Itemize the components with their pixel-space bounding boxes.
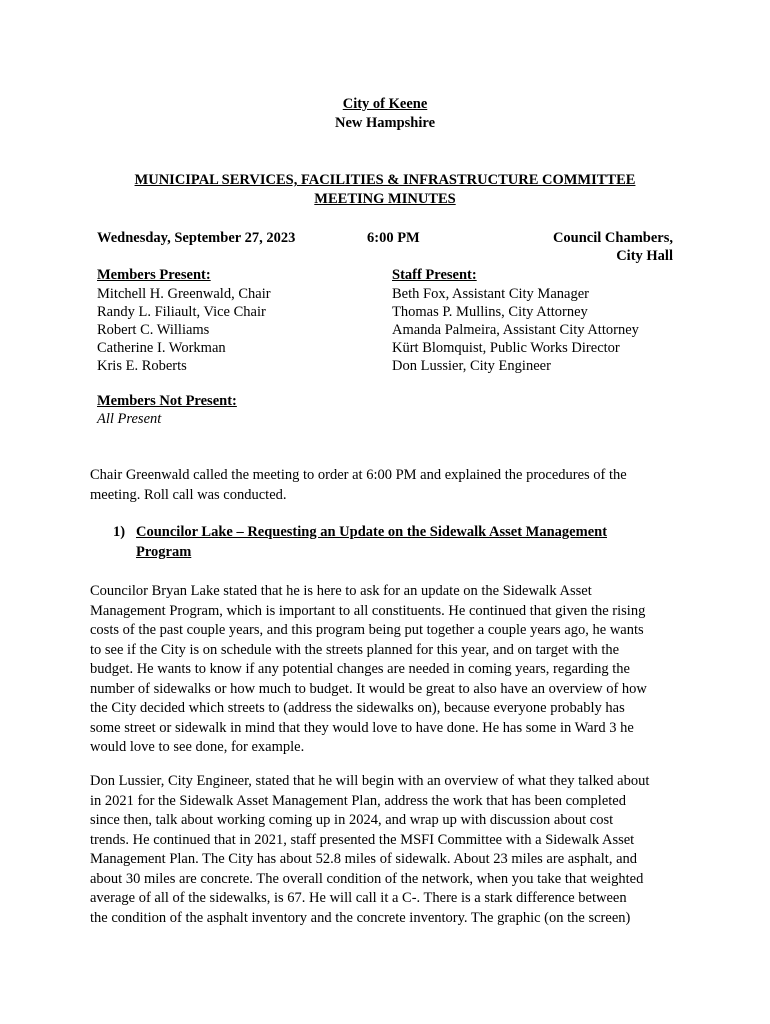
members-not-present-value: All Present: [97, 411, 162, 427]
list-item: Mitchell H. Greenwald, Chair: [97, 286, 271, 302]
list-item: Randy L. Filiault, Vice Chair: [97, 304, 266, 320]
paragraph-line: meeting. Roll call was conducted.: [90, 486, 287, 503]
list-item: Catherine I. Workman: [97, 340, 226, 356]
paragraph-line: Councilor Bryan Lake stated that he is here to ask for an update on the Sidewalk Asset: [90, 583, 592, 599]
opening-paragraph: [90, 466, 680, 505]
paragraph-line: since then, talk about working coming up in 2024, and wrap up with discussion about cost: [90, 812, 614, 828]
discussion-paragraph-2: [90, 772, 680, 928]
members-present-list: [97, 285, 271, 375]
agenda-item-title-line2: Program: [136, 544, 192, 560]
list-item: Beth Fox, Assistant City Manager: [392, 286, 589, 302]
list-item: Thomas P. Mullins, City Attorney: [392, 304, 588, 320]
paragraph-line: trends. He continued that in 2021, staff presented the MSFI Committee with a Sidewalk Asset: [90, 831, 635, 848]
meeting-date: Wednesday, September 27, 2023: [97, 230, 296, 246]
staff-present-heading: Staff Present:: [392, 267, 477, 283]
meeting-location-line1: Council Chambers,: [552, 230, 673, 246]
list-item: Don Lussier, City Engineer: [392, 358, 551, 374]
committee-title: MUNICIPAL SERVICES, FACILITIES & INFRASTRUCTURE COMMITTEE: [134, 172, 636, 188]
paragraph-line: to see if the City is on schedule with the streets planned for this year, and on target with the: [90, 641, 620, 658]
agenda-item-number: 1): [113, 524, 126, 540]
list-item: Kris E. Roberts: [97, 358, 187, 374]
paragraph-line: Management Program, which is important to all constituents. He continued that given the rising: [90, 602, 646, 619]
staff-present-list: [392, 285, 639, 375]
paragraph-line: budget. He wants to know if any potential changes are needed in coming years, regarding the: [90, 661, 630, 677]
paragraph-line: Management Plan. The City has about 52.8 miles of sidewalk. About 23 miles are asphalt, and: [90, 851, 638, 867]
paragraph-line: Chair Greenwald called the meeting to order at 6:00 PM and explained the procedures of the: [90, 467, 627, 483]
paragraph-line: the City decided which streets to (address the sidewalks on), because everyone probably has: [90, 700, 625, 716]
paragraph-line: some street or sidewalk in mind that they would love to have done. He has some in Ward 3 he: [90, 719, 634, 736]
paragraph-line: average of all of the sidewalks, is 67. He will call it a C-. There is a stark difference between: [90, 890, 627, 906]
discussion-paragraph-1: [90, 582, 680, 758]
paragraph-line: in 2021 for the Sidewalk Asset Management Plan, address the work that has been completed: [90, 792, 626, 809]
list-item: Robert C. Williams: [97, 322, 210, 338]
list-item: Kürt Blomquist, Public Works Director: [392, 340, 620, 356]
city-title: City of Keene: [342, 96, 428, 112]
members-not-present-heading: Members Not Present:: [97, 393, 237, 409]
paragraph-line: number of sidewalks or how much to budget. It would be great to also have an overview of how: [90, 680, 647, 697]
meeting-location-line2: City Hall: [616, 248, 673, 264]
doc-type-title: MEETING MINUTES: [314, 191, 456, 207]
meeting-time: 6:00 PM: [367, 230, 420, 246]
paragraph-line: would love to see done, for example.: [90, 739, 305, 755]
paragraph-line: the condition of the asphalt inventory and the concrete inventory. The graphic (on the screen): [90, 909, 631, 926]
list-item: Amanda Palmeira, Assistant City Attorney: [392, 322, 639, 338]
paragraph-line: costs of the past couple years, and this program being put together a couple years ago, he wants: [90, 622, 644, 638]
agenda-item-title-line1: Councilor Lake – Requesting an Update on the Sidewalk Asset Management: [136, 524, 608, 540]
members-present-heading: Members Present:: [97, 267, 211, 283]
state-title: New Hampshire: [334, 115, 436, 131]
paragraph-line: Don Lussier, City Engineer, stated that he will begin with an overview of what they talked about: [90, 773, 650, 789]
paragraph-line: about 30 miles are concrete. The overall condition of the network, when you take that weighted: [90, 870, 644, 887]
